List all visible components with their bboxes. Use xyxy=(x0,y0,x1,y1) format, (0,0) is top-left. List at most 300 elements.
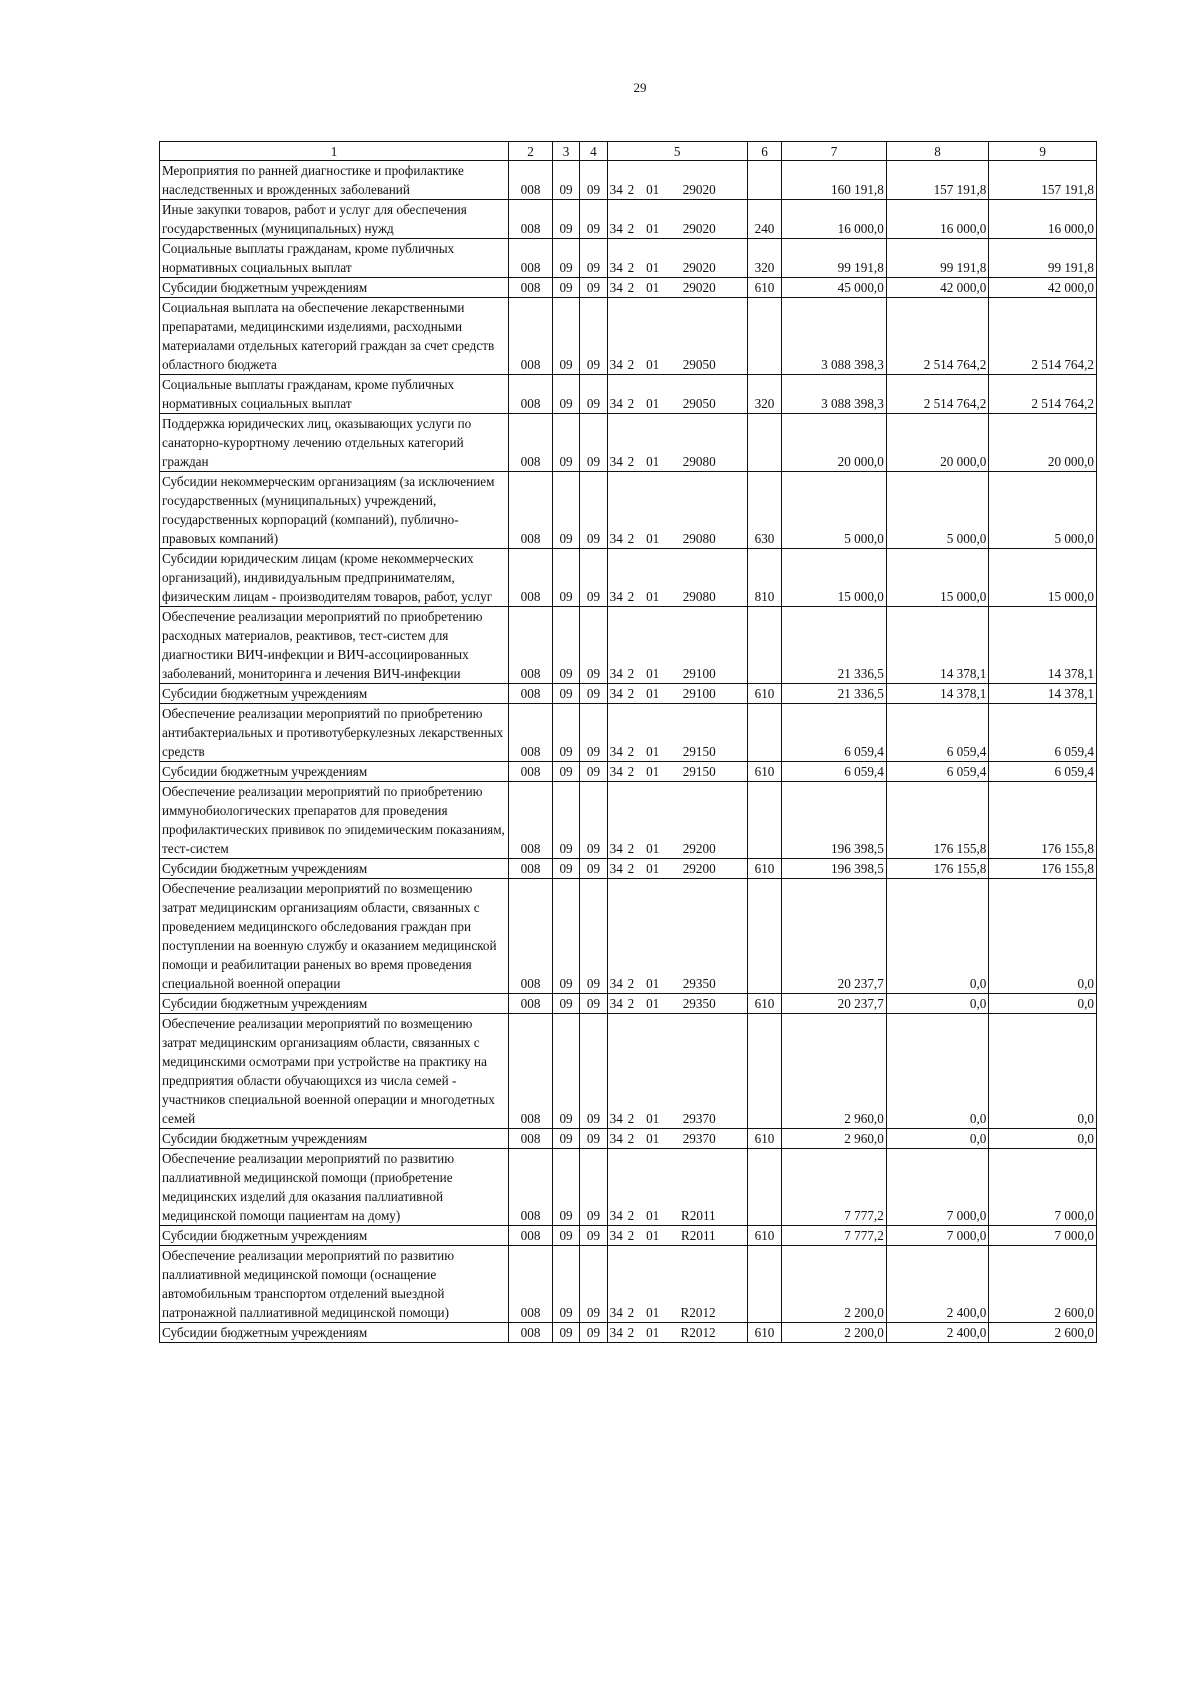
row-pr-code: 09 xyxy=(580,607,607,684)
target-program: 34 xyxy=(609,589,623,604)
row-gr-code: 008 xyxy=(509,278,553,298)
row-value-col9: 0,0 xyxy=(989,994,1097,1014)
row-vr-code: 610 xyxy=(747,859,782,879)
row-pr-code: 09 xyxy=(580,414,607,472)
budget-table xyxy=(159,141,1097,1343)
row-name: Субсидии некоммерческим организациям (за исключением государственных (муниципальных) учреждений, государственных корпораций (компаний), публично-правовых компаний) xyxy=(160,472,509,549)
row-value-col7: 45 000,0 xyxy=(782,278,887,298)
target-direction: R2011 xyxy=(680,1208,716,1223)
row-value-col8: 176 155,8 xyxy=(886,782,989,859)
row-value-col9: 157 191,8 xyxy=(989,161,1097,200)
table-row xyxy=(160,278,1097,298)
table-row xyxy=(160,704,1097,762)
table-row xyxy=(160,1246,1097,1323)
target-direction: 29020 xyxy=(682,221,716,236)
target-main-event: 01 xyxy=(646,1208,660,1223)
row-vr-code: 320 xyxy=(747,375,782,414)
target-program: 34 xyxy=(609,744,623,759)
target-direction: 29370 xyxy=(682,1111,716,1126)
row-pr-code: 09 xyxy=(580,1323,607,1343)
target-subprogram: 2 xyxy=(627,666,635,681)
target-subprogram: 2 xyxy=(627,1325,635,1340)
row-target-code xyxy=(607,607,747,684)
target-direction: 29080 xyxy=(682,589,716,604)
row-name: Обеспечение реализации мероприятий по возмещению затрат медицинским организациям области, связанных с проведением медицинского обследования граждан при поступлении на военную службу и оказанием медицинской помощи и реабилитации раненых во время проведения специальной военной операции xyxy=(160,879,509,994)
row-value-col8: 42 000,0 xyxy=(886,278,989,298)
target-main-event: 01 xyxy=(646,531,660,546)
row-gr-code: 008 xyxy=(509,762,553,782)
target-subprogram: 2 xyxy=(627,357,635,372)
row-value-col9: 14 378,1 xyxy=(989,684,1097,704)
row-value-col8: 20 000,0 xyxy=(886,414,989,472)
row-gr-code: 008 xyxy=(509,200,553,239)
row-value-col9: 14 378,1 xyxy=(989,607,1097,684)
row-vr-code: 320 xyxy=(747,239,782,278)
target-subprogram: 2 xyxy=(627,1208,635,1223)
target-main-event: 01 xyxy=(646,1305,660,1320)
row-gr-code: 008 xyxy=(509,879,553,994)
row-value-col7: 7 777,2 xyxy=(782,1149,887,1226)
row-value-col9: 99 191,8 xyxy=(989,239,1097,278)
row-name: Субсидии бюджетным учреждениям xyxy=(160,1226,509,1246)
row-gr-code: 008 xyxy=(509,782,553,859)
row-vr-code: 810 xyxy=(747,549,782,607)
row-name: Субсидии бюджетным учреждениям xyxy=(160,859,509,879)
row-vr-code: 610 xyxy=(747,684,782,704)
row-vr-code: 610 xyxy=(747,278,782,298)
table-row xyxy=(160,1323,1097,1343)
row-target-code xyxy=(607,375,747,414)
table-row xyxy=(160,762,1097,782)
row-value-col8: 0,0 xyxy=(886,1129,989,1149)
row-value-col7: 7 777,2 xyxy=(782,1226,887,1246)
row-value-col7: 2 960,0 xyxy=(782,1014,887,1129)
target-direction: 29200 xyxy=(682,861,716,876)
row-value-col8: 0,0 xyxy=(886,879,989,994)
target-main-event: 01 xyxy=(646,666,660,681)
row-value-col8: 2 514 764,2 xyxy=(886,298,989,375)
row-name: Субсидии юридическим лицам (кроме некоммерческих организаций), индивидуальным предпринимателям, физическим лицам - производителям товаров, работ, услуг xyxy=(160,549,509,607)
row-rz-code: 09 xyxy=(552,239,579,278)
target-direction: R2012 xyxy=(680,1325,716,1340)
row-value-col8: 6 059,4 xyxy=(886,704,989,762)
target-program: 34 xyxy=(609,686,623,701)
row-name: Обеспечение реализации мероприятий по развитию паллиативной медицинской помощи (приобретение медицинских изделий для оказания паллиативной медицинской помощи пациентам на дому) xyxy=(160,1149,509,1226)
target-subprogram: 2 xyxy=(627,744,635,759)
target-direction: 29080 xyxy=(682,454,716,469)
row-target-code xyxy=(607,239,747,278)
target-direction: 29100 xyxy=(682,686,716,701)
row-target-code xyxy=(607,782,747,859)
header-col-9: 9 xyxy=(989,142,1097,161)
table-row xyxy=(160,161,1097,200)
row-value-col8: 7 000,0 xyxy=(886,1226,989,1246)
target-program: 34 xyxy=(609,182,623,197)
row-value-col9: 15 000,0 xyxy=(989,549,1097,607)
target-direction: 29350 xyxy=(682,996,716,1011)
target-main-event: 01 xyxy=(646,996,660,1011)
target-program: 34 xyxy=(609,1228,623,1243)
target-program: 34 xyxy=(609,1131,623,1146)
target-direction: 29050 xyxy=(682,357,716,372)
row-value-col9: 2 514 764,2 xyxy=(989,298,1097,375)
row-name: Субсидии бюджетным учреждениям xyxy=(160,1129,509,1149)
row-rz-code: 09 xyxy=(552,994,579,1014)
row-rz-code: 09 xyxy=(552,879,579,994)
row-vr-code xyxy=(747,161,782,200)
target-program: 34 xyxy=(609,996,623,1011)
row-value-col9: 0,0 xyxy=(989,1014,1097,1129)
row-value-col8: 15 000,0 xyxy=(886,549,989,607)
row-value-col7: 20 237,7 xyxy=(782,879,887,994)
table-row xyxy=(160,200,1097,239)
row-name: Обеспечение реализации мероприятий по приобретению антибактериальных и противотуберкулезных лекарственных средств xyxy=(160,704,509,762)
row-value-col9: 0,0 xyxy=(989,1129,1097,1149)
row-vr-code xyxy=(747,782,782,859)
table-row xyxy=(160,239,1097,278)
row-rz-code: 09 xyxy=(552,1226,579,1246)
row-target-code xyxy=(607,1246,747,1323)
target-subprogram: 2 xyxy=(627,1305,635,1320)
row-value-col7: 20 237,7 xyxy=(782,994,887,1014)
row-rz-code: 09 xyxy=(552,607,579,684)
row-value-col7: 3 088 398,3 xyxy=(782,298,887,375)
row-vr-code: 630 xyxy=(747,472,782,549)
row-gr-code: 008 xyxy=(509,472,553,549)
row-value-col7: 3 088 398,3 xyxy=(782,375,887,414)
row-name: Субсидии бюджетным учреждениям xyxy=(160,684,509,704)
row-pr-code: 09 xyxy=(580,298,607,375)
row-gr-code: 008 xyxy=(509,414,553,472)
row-value-col8: 0,0 xyxy=(886,994,989,1014)
row-vr-code xyxy=(747,298,782,375)
row-pr-code: 09 xyxy=(580,239,607,278)
row-gr-code: 008 xyxy=(509,994,553,1014)
row-gr-code: 008 xyxy=(509,298,553,375)
row-value-col9: 16 000,0 xyxy=(989,200,1097,239)
row-value-col9: 7 000,0 xyxy=(989,1226,1097,1246)
target-main-event: 01 xyxy=(646,686,660,701)
row-value-col8: 2 514 764,2 xyxy=(886,375,989,414)
target-subprogram: 2 xyxy=(627,841,635,856)
row-value-col8: 2 400,0 xyxy=(886,1323,989,1343)
row-rz-code: 09 xyxy=(552,762,579,782)
table-row xyxy=(160,1129,1097,1149)
row-value-col8: 99 191,8 xyxy=(886,239,989,278)
row-gr-code: 008 xyxy=(509,1226,553,1246)
row-value-col7: 2 960,0 xyxy=(782,1129,887,1149)
row-value-col8: 157 191,8 xyxy=(886,161,989,200)
row-pr-code: 09 xyxy=(580,684,607,704)
row-pr-code: 09 xyxy=(580,278,607,298)
row-vr-code: 610 xyxy=(747,1129,782,1149)
row-vr-code xyxy=(747,1149,782,1226)
row-value-col8: 16 000,0 xyxy=(886,200,989,239)
row-vr-code xyxy=(747,1014,782,1129)
row-gr-code: 008 xyxy=(509,607,553,684)
row-value-col7: 99 191,8 xyxy=(782,239,887,278)
row-target-code xyxy=(607,684,747,704)
row-value-col7: 21 336,5 xyxy=(782,684,887,704)
table-row xyxy=(160,782,1097,859)
table-row xyxy=(160,1014,1097,1129)
target-direction: 29020 xyxy=(682,182,716,197)
target-subprogram: 2 xyxy=(627,260,635,275)
target-subprogram: 2 xyxy=(627,1228,635,1243)
row-rz-code: 09 xyxy=(552,1014,579,1129)
target-main-event: 01 xyxy=(646,764,660,779)
table-row xyxy=(160,684,1097,704)
row-target-code xyxy=(607,472,747,549)
target-direction: 29150 xyxy=(682,764,716,779)
row-pr-code: 09 xyxy=(580,782,607,859)
row-rz-code: 09 xyxy=(552,1246,579,1323)
row-rz-code: 09 xyxy=(552,1129,579,1149)
row-value-col8: 5 000,0 xyxy=(886,472,989,549)
header-row xyxy=(160,142,1097,161)
row-value-col9: 20 000,0 xyxy=(989,414,1097,472)
row-value-col9: 7 000,0 xyxy=(989,1149,1097,1226)
row-value-col7: 196 398,5 xyxy=(782,859,887,879)
target-main-event: 01 xyxy=(646,1325,660,1340)
row-name: Субсидии бюджетным учреждениям xyxy=(160,1323,509,1343)
row-pr-code: 09 xyxy=(580,1149,607,1226)
header-col-8: 8 xyxy=(886,142,989,161)
row-gr-code: 008 xyxy=(509,375,553,414)
target-program: 34 xyxy=(609,357,623,372)
table-row xyxy=(160,414,1097,472)
row-rz-code: 09 xyxy=(552,704,579,762)
row-target-code xyxy=(607,200,747,239)
row-rz-code: 09 xyxy=(552,549,579,607)
page-number: 29 xyxy=(633,80,647,95)
row-rz-code: 09 xyxy=(552,278,579,298)
target-program: 34 xyxy=(609,1208,623,1223)
row-rz-code: 09 xyxy=(552,859,579,879)
row-value-col9: 42 000,0 xyxy=(989,278,1097,298)
row-pr-code: 09 xyxy=(580,549,607,607)
target-main-event: 01 xyxy=(646,861,660,876)
target-main-event: 01 xyxy=(646,280,660,295)
row-name: Социальные выплаты гражданам, кроме публичных нормативных социальных выплат xyxy=(160,375,509,414)
row-value-col8: 7 000,0 xyxy=(886,1149,989,1226)
row-value-col8: 6 059,4 xyxy=(886,762,989,782)
row-gr-code: 008 xyxy=(509,161,553,200)
row-value-col7: 196 398,5 xyxy=(782,782,887,859)
row-value-col8: 2 400,0 xyxy=(886,1246,989,1323)
row-vr-code: 610 xyxy=(747,994,782,1014)
header-col-5: 5 xyxy=(607,142,747,161)
row-pr-code: 09 xyxy=(580,472,607,549)
row-gr-code: 008 xyxy=(509,1014,553,1129)
row-value-col9: 6 059,4 xyxy=(989,762,1097,782)
target-subprogram: 2 xyxy=(627,531,635,546)
row-gr-code: 008 xyxy=(509,1149,553,1226)
row-vr-code xyxy=(747,1246,782,1323)
row-target-code xyxy=(607,704,747,762)
row-value-col9: 2 600,0 xyxy=(989,1323,1097,1343)
target-subprogram: 2 xyxy=(627,1111,635,1126)
table-row xyxy=(160,298,1097,375)
target-main-event: 01 xyxy=(646,841,660,856)
target-direction: 29350 xyxy=(682,976,716,991)
table-row xyxy=(160,607,1097,684)
header-col-2: 2 xyxy=(509,142,553,161)
target-program: 34 xyxy=(609,764,623,779)
row-gr-code: 008 xyxy=(509,549,553,607)
target-direction: 29150 xyxy=(682,744,716,759)
target-main-event: 01 xyxy=(646,1131,660,1146)
row-pr-code: 09 xyxy=(580,704,607,762)
row-value-col9: 5 000,0 xyxy=(989,472,1097,549)
row-value-col7: 2 200,0 xyxy=(782,1323,887,1343)
row-value-col7: 21 336,5 xyxy=(782,607,887,684)
row-value-col9: 2 600,0 xyxy=(989,1246,1097,1323)
target-direction: 29020 xyxy=(682,260,716,275)
row-value-col8: 0,0 xyxy=(886,1014,989,1129)
row-gr-code: 008 xyxy=(509,704,553,762)
row-gr-code: 008 xyxy=(509,1246,553,1323)
row-value-col9: 2 514 764,2 xyxy=(989,375,1097,414)
row-pr-code: 09 xyxy=(580,1246,607,1323)
target-program: 34 xyxy=(609,260,623,275)
row-value-col9: 176 155,8 xyxy=(989,782,1097,859)
target-subprogram: 2 xyxy=(627,221,635,236)
header-col-1: 1 xyxy=(160,142,509,161)
target-main-event: 01 xyxy=(646,221,660,236)
target-main-event: 01 xyxy=(646,744,660,759)
target-subprogram: 2 xyxy=(627,686,635,701)
row-value-col9: 176 155,8 xyxy=(989,859,1097,879)
target-main-event: 01 xyxy=(646,1111,660,1126)
row-target-code xyxy=(607,762,747,782)
target-program: 34 xyxy=(609,666,623,681)
header-col-7: 7 xyxy=(782,142,887,161)
target-subprogram: 2 xyxy=(627,861,635,876)
row-target-code xyxy=(607,161,747,200)
row-name: Субсидии бюджетным учреждениям xyxy=(160,762,509,782)
row-value-col7: 6 059,4 xyxy=(782,762,887,782)
row-vr-code xyxy=(747,704,782,762)
row-target-code xyxy=(607,278,747,298)
target-program: 34 xyxy=(609,1305,623,1320)
row-name: Мероприятия по ранней диагностике и профилактике наследственных и врожденных заболеваний xyxy=(160,161,509,200)
row-vr-code: 240 xyxy=(747,200,782,239)
target-subprogram: 2 xyxy=(627,589,635,604)
row-rz-code: 09 xyxy=(552,298,579,375)
target-main-event: 01 xyxy=(646,182,660,197)
row-rz-code: 09 xyxy=(552,472,579,549)
row-name: Обеспечение реализации мероприятий по приобретению иммунобиологических препаратов для проведения профилактических прививок по эпидемическим показаниям, тест-систем xyxy=(160,782,509,859)
row-gr-code: 008 xyxy=(509,859,553,879)
table-row xyxy=(160,859,1097,879)
target-main-event: 01 xyxy=(646,396,660,411)
row-rz-code: 09 xyxy=(552,1149,579,1226)
target-direction: 29200 xyxy=(682,841,716,856)
row-pr-code: 09 xyxy=(580,1129,607,1149)
row-rz-code: 09 xyxy=(552,782,579,859)
target-program: 34 xyxy=(609,396,623,411)
target-direction: 29370 xyxy=(682,1131,716,1146)
target-subprogram: 2 xyxy=(627,396,635,411)
row-target-code xyxy=(607,1149,747,1226)
row-pr-code: 09 xyxy=(580,1226,607,1246)
row-rz-code: 09 xyxy=(552,414,579,472)
row-gr-code: 008 xyxy=(509,684,553,704)
row-vr-code: 610 xyxy=(747,762,782,782)
target-direction: 29100 xyxy=(682,666,716,681)
row-rz-code: 09 xyxy=(552,200,579,239)
row-name: Иные закупки товаров, работ и услуг для обеспечения государственных (муниципальных) нужд xyxy=(160,200,509,239)
target-program: 34 xyxy=(609,976,623,991)
table-row xyxy=(160,375,1097,414)
row-name: Социальные выплаты гражданам, кроме публичных нормативных социальных выплат xyxy=(160,239,509,278)
target-subprogram: 2 xyxy=(627,182,635,197)
row-name: Субсидии бюджетным учреждениям xyxy=(160,994,509,1014)
row-value-col7: 6 059,4 xyxy=(782,704,887,762)
row-gr-code: 008 xyxy=(509,239,553,278)
target-direction: 29020 xyxy=(682,280,716,295)
row-name: Обеспечение реализации мероприятий по приобретению расходных материалов, реактивов, тест-систем для диагностики ВИЧ-инфекции и ВИЧ-ассоциированных заболеваний, мониторинга и лечения ВИЧ-инфекции xyxy=(160,607,509,684)
row-vr-code: 610 xyxy=(747,1323,782,1343)
target-direction: 29050 xyxy=(682,396,716,411)
table-body xyxy=(160,161,1097,1343)
target-main-event: 01 xyxy=(646,454,660,469)
header-col-3: 3 xyxy=(552,142,579,161)
row-name: Социальная выплата на обеспечение лекарственными препаратами, медицинскими изделиями, расходными материалами отдельных категорий граждан за счет средств областного бюджета xyxy=(160,298,509,375)
row-value-col7: 2 200,0 xyxy=(782,1246,887,1323)
row-target-code xyxy=(607,1014,747,1129)
table-row xyxy=(160,1226,1097,1246)
row-rz-code: 09 xyxy=(552,1323,579,1343)
row-value-col9: 0,0 xyxy=(989,879,1097,994)
header-col-4: 4 xyxy=(580,142,607,161)
row-pr-code: 09 xyxy=(580,762,607,782)
target-subprogram: 2 xyxy=(627,454,635,469)
table-row xyxy=(160,994,1097,1014)
target-main-event: 01 xyxy=(646,1228,660,1243)
row-vr-code: 610 xyxy=(747,1226,782,1246)
row-gr-code: 008 xyxy=(509,1323,553,1343)
row-name: Субсидии бюджетным учреждениям xyxy=(160,278,509,298)
row-pr-code: 09 xyxy=(580,161,607,200)
row-value-col7: 15 000,0 xyxy=(782,549,887,607)
row-target-code xyxy=(607,994,747,1014)
target-subprogram: 2 xyxy=(627,996,635,1011)
table-row xyxy=(160,549,1097,607)
row-rz-code: 09 xyxy=(552,161,579,200)
row-value-col7: 16 000,0 xyxy=(782,200,887,239)
row-target-code xyxy=(607,1323,747,1343)
row-vr-code xyxy=(747,879,782,994)
target-main-event: 01 xyxy=(646,589,660,604)
row-rz-code: 09 xyxy=(552,375,579,414)
row-value-col7: 20 000,0 xyxy=(782,414,887,472)
row-rz-code: 09 xyxy=(552,684,579,704)
row-value-col7: 160 191,8 xyxy=(782,161,887,200)
row-target-code xyxy=(607,1226,747,1246)
row-target-code xyxy=(607,1129,747,1149)
target-direction: R2011 xyxy=(680,1228,716,1243)
row-pr-code: 09 xyxy=(580,994,607,1014)
row-value-col9: 6 059,4 xyxy=(989,704,1097,762)
row-name: Поддержка юридических лиц, оказывающих услуги по санаторно-курортному лечению отдельных категорий граждан xyxy=(160,414,509,472)
row-pr-code: 09 xyxy=(580,859,607,879)
target-program: 34 xyxy=(609,531,623,546)
target-subprogram: 2 xyxy=(627,280,635,295)
target-main-event: 01 xyxy=(646,260,660,275)
header-col-6: 6 xyxy=(747,142,782,161)
